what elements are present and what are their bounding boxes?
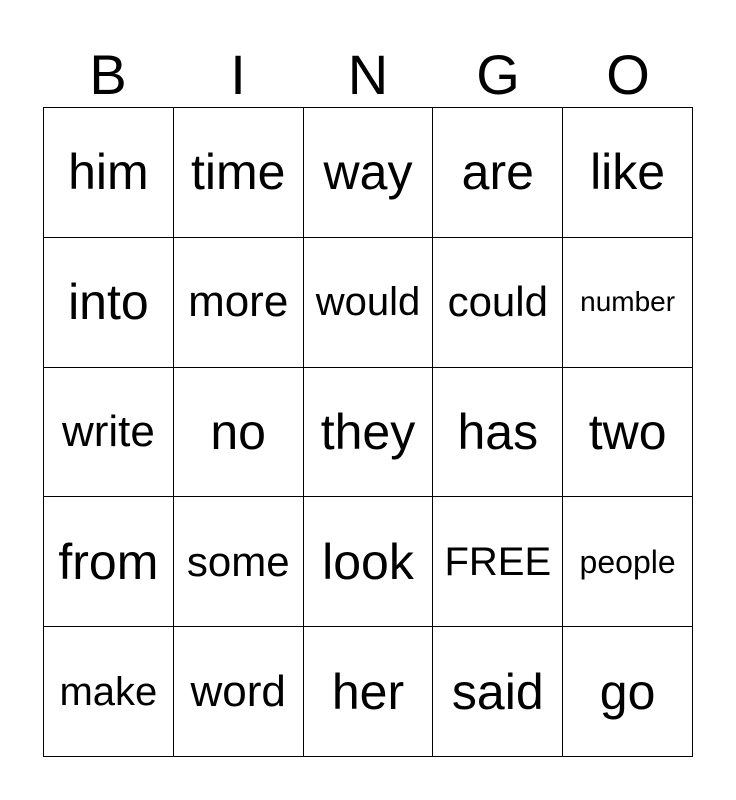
bingo-cell: would [304, 238, 434, 368]
header-letter-b: B [89, 43, 127, 106]
bingo-cell: could [433, 238, 563, 368]
bingo-cell: make [44, 627, 174, 757]
bingo-cell: more [174, 238, 304, 368]
bingo-cell: like [563, 108, 693, 238]
header-letter-i: I [230, 43, 246, 106]
bingo-header [43, 42, 693, 108]
bingo-cell: has [433, 368, 563, 498]
bingo-cell: they [304, 368, 434, 498]
bingo-cell: no [174, 368, 304, 498]
header-letter-g: G [476, 43, 520, 106]
bingo-cell: some [174, 497, 304, 627]
bingo-cell: look [304, 497, 434, 627]
header-letter-o: O [606, 43, 650, 106]
bingo-grid [43, 107, 693, 757]
bingo-cell: said [433, 627, 563, 757]
bingo-cell: time [174, 108, 304, 238]
bingo-cell: way [304, 108, 434, 238]
header-letter-n: N [347, 43, 389, 106]
bingo-cell: are [433, 108, 563, 238]
bingo-cell: people [563, 497, 693, 627]
bingo-cell: number [563, 238, 693, 368]
bingo-cell: into [44, 238, 174, 368]
bingo-cell: go [563, 627, 693, 757]
bingo-cell: write [44, 368, 174, 498]
bingo-cell: him [44, 108, 174, 238]
bingo-cell: two [563, 368, 693, 498]
bingo-cell: from [44, 497, 174, 627]
bingo-cell: word [174, 627, 304, 757]
bingo-cell: her [304, 627, 434, 757]
free-space: FREE [433, 497, 563, 627]
